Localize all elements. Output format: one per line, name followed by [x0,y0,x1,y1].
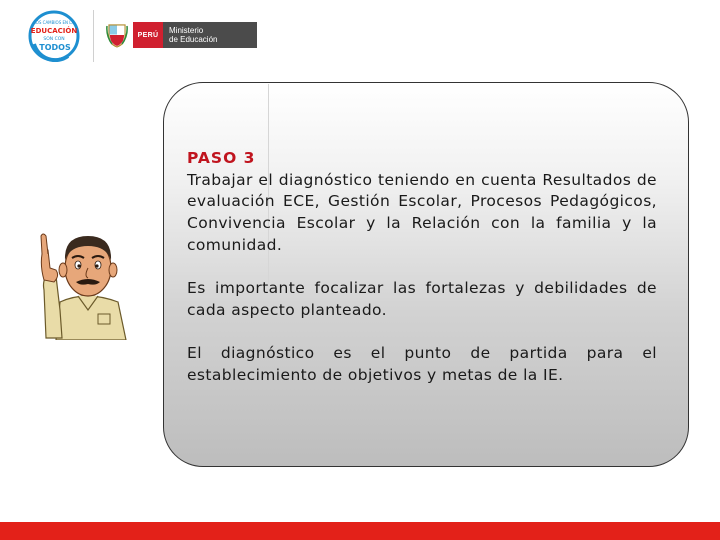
country-label: PERÚ [133,22,163,48]
teacher-mascot-illustration [26,210,146,340]
education-campaign-logo [28,10,80,62]
paragraph-gap [187,322,657,344]
diagnosis-note: El diagnóstico es el punto de partida para el establecimiento de objetivos y metas de la IE. [187,344,657,384]
step-description: Trabajar el diagnóstico teniendo en cuenta Resultados de evaluación ECE, Gestión Escolar, Procesos Pedagógicos, Convivencia Escolar y la Relación con la familia y la comunidad. [187,170,657,254]
ministry-line-2: de Educación [169,35,218,44]
badge-text-1: LOS CAMBIOS EN LA [33,20,75,25]
header-divider [93,10,94,62]
coat-of-arms-icon [106,22,128,48]
paragraph-gap [187,257,657,279]
ministry-label [163,22,257,48]
footer-red-bar [0,522,720,540]
step-title: PASO 3 [187,149,256,167]
focus-note: Es importante focalizar las fortalezas y debilidades de cada aspecto planteado. [187,279,657,319]
badge-text-3: SON CON [43,37,65,42]
ministry-line-1: Ministerio [169,26,204,35]
card-content [187,148,657,387]
badge-text-4: TODOS [39,43,71,52]
badge-text-2: EDUCACIÓN [30,27,78,35]
header [0,0,720,70]
